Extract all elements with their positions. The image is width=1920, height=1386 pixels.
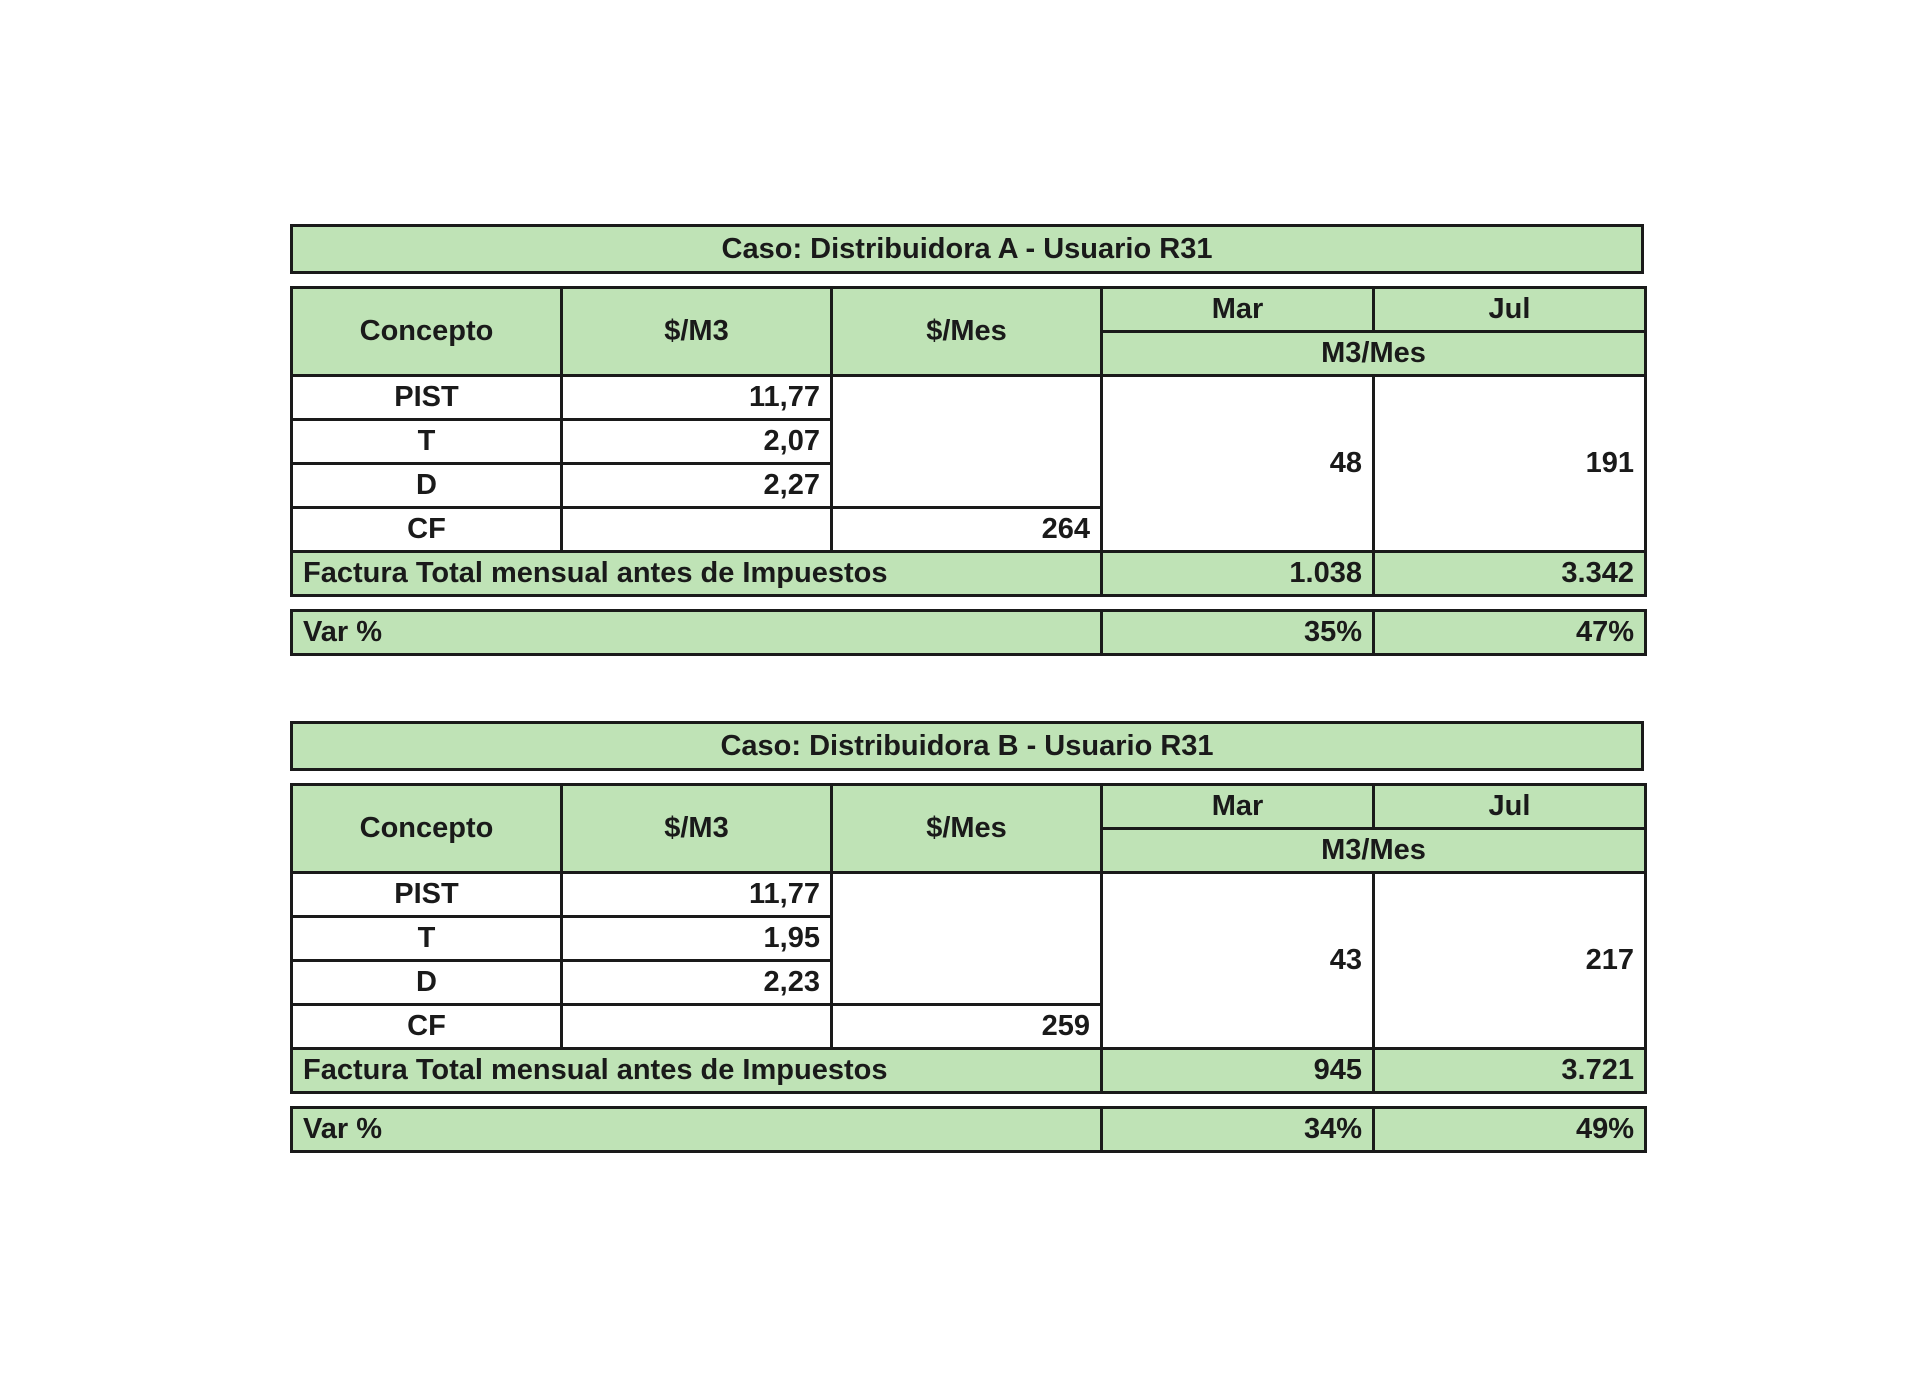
row-mes-cf: 264 (832, 508, 1102, 552)
total-mar: 945 (1102, 1049, 1374, 1093)
row-m3-cf (562, 508, 832, 552)
case-a-block (290, 224, 1644, 656)
case-b-title: Caso: Distribuidora B - Usuario R31 (290, 721, 1644, 771)
row-m3-d: 2,27 (562, 464, 832, 508)
header-mar: Mar (1102, 785, 1374, 829)
row-concepto-t: T (292, 420, 562, 464)
row-concepto-pist: PIST (292, 376, 562, 420)
var-jul: 47% (1374, 611, 1646, 655)
header-price-mes: $/Mes (832, 288, 1102, 376)
case-b-var-row (290, 1106, 1647, 1153)
row-concepto-t: T (292, 917, 562, 961)
mes-blank-cell (832, 376, 1102, 508)
header-concepto: Concepto (292, 288, 562, 376)
total-label: Factura Total mensual antes de Impuestos (292, 552, 1102, 596)
row-m3-t: 2,07 (562, 420, 832, 464)
volume-jul: 191 (1374, 376, 1646, 552)
mes-blank-cell (832, 873, 1102, 1005)
var-mar: 34% (1102, 1108, 1374, 1152)
header-jul: Jul (1374, 288, 1646, 332)
header-concepto: Concepto (292, 785, 562, 873)
header-mar: Mar (1102, 288, 1374, 332)
row-m3-d: 2,23 (562, 961, 832, 1005)
row-concepto-cf: CF (292, 1005, 562, 1049)
volume-jul: 217 (1374, 873, 1646, 1049)
row-m3-cf (562, 1005, 832, 1049)
total-jul: 3.342 (1374, 552, 1646, 596)
case-a-table (290, 286, 1647, 597)
var-label: Var % (292, 611, 1102, 655)
volume-mar: 48 (1102, 376, 1374, 552)
header-jul: Jul (1374, 785, 1646, 829)
total-mar: 1.038 (1102, 552, 1374, 596)
row-mes-cf: 259 (832, 1005, 1102, 1049)
case-b-block (290, 721, 1644, 1153)
header-price-mes: $/Mes (832, 785, 1102, 873)
var-label: Var % (292, 1108, 1102, 1152)
row-concepto-d: D (292, 464, 562, 508)
var-mar: 35% (1102, 611, 1374, 655)
header-price-m3: $/M3 (562, 288, 832, 376)
row-concepto-pist: PIST (292, 873, 562, 917)
header-price-m3: $/M3 (562, 785, 832, 873)
header-m3-mes: M3/Mes (1102, 332, 1646, 376)
total-jul: 3.721 (1374, 1049, 1646, 1093)
row-concepto-d: D (292, 961, 562, 1005)
var-jul: 49% (1374, 1108, 1646, 1152)
header-m3-mes: M3/Mes (1102, 829, 1646, 873)
row-m3-t: 1,95 (562, 917, 832, 961)
case-a-title: Caso: Distribuidora A - Usuario R31 (290, 224, 1644, 274)
row-m3-pist: 11,77 (562, 873, 832, 917)
row-concepto-cf: CF (292, 508, 562, 552)
volume-mar: 43 (1102, 873, 1374, 1049)
case-a-var-row (290, 609, 1647, 656)
case-b-table (290, 783, 1647, 1094)
total-label: Factura Total mensual antes de Impuestos (292, 1049, 1102, 1093)
row-m3-pist: 11,77 (562, 376, 832, 420)
